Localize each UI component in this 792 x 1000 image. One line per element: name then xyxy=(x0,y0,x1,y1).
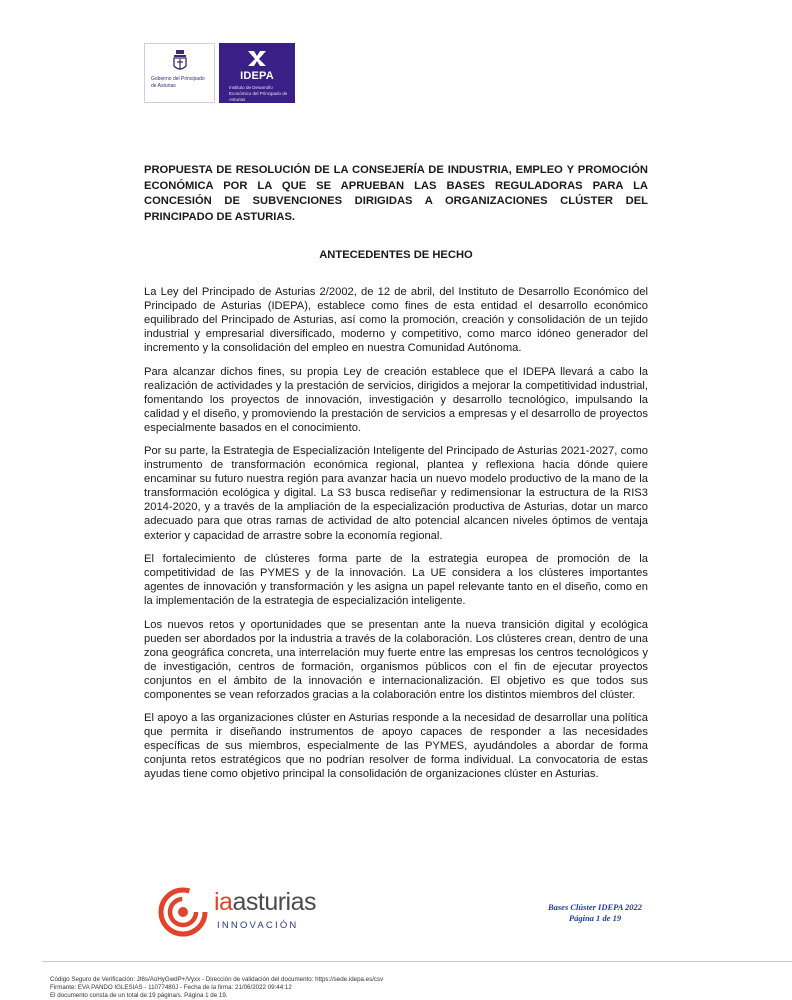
paragraph: Por su parte, la Estrategia de Especialización Inteligente del Principado de Asturias 2021-2027, como instrumento de transformación económica regional, plantea y reflexiona hacia dónde quiere encaminar su futuro nuestra región para avanzar hacia un nuevo modelo productivo de la mano de la transformación ecológica y digital. La S3 busca rediseñar y redimensionar la estructura de la RIS3 2014-2020, y a través de la ampliación de la especialización productiva de Asturias, dotar un marco adecuado para que otras ramas de actividad de alto potencial alcancen niveles óptimos de ventaja exterior y capacidad de arrastre sobre la economía regional. xyxy=(144,445,648,542)
paragraph: El fortalecimiento de clústeres forma parte de la estrategia europea de promoción de la competitividad de las PYMES y de la innovación. La UE considera a los clústeres importantes agentes de innovación y transformación y les asigna un papel relevante tanto en el diseño, como en la implementación de la estrategia de especialización inteligente. xyxy=(144,552,648,608)
verification-line: Código Seguro de Verificación: Jt6s/AoHyGwdP+/Vyxx - Dirección de validación del documento: https://sede.idepa.es/csv xyxy=(50,976,384,983)
body-text xyxy=(144,285,648,791)
idepa-emblem-icon xyxy=(246,48,268,68)
iasturias-wordmark-rest: asturias xyxy=(232,888,317,916)
idepa-logo-subtitle: Instituto de Desarrollo Económico del Principado de Asturias xyxy=(229,85,288,102)
iasturias-wordmark-ia: ia xyxy=(214,888,233,916)
page-number: Página 1 de 19 xyxy=(568,913,622,923)
page-count-line: El documento consta de un total de:19 página/s. Página 1 de 19. xyxy=(50,991,228,999)
section-heading: ANTECEDENTES DE HECHO xyxy=(319,249,473,261)
iasturias-wordmark xyxy=(214,888,316,917)
paragraph: La Ley del Principado de Asturias 2/2002, de 12 de abril, del Instituto de Desarrollo Económico del Principado de Asturias (IDEPA), establece como fines de esta entidad el desarrollo económico equilibrado del Principado de Asturias, así como la promoción, creación y consolidación de un tejido industrial y empresarial diversificado, moderno y competitivo, como marco idóneo generador del incremento y la consolidación del empleo en nuestra Comunidad Autónoma. xyxy=(144,286,648,355)
paragraph: El apoyo a las organizaciones clúster en Asturias responde a la necesidad de desarrollar una política que permita ir diseñando instrumentos de apoyo capaces de responder a las necesidades específicas de sus miembros, especialmente de las PYMES, ayudándoles a abordar de forma conjunta retos estratégicos que no podrían resolver de forma individual. La convocatoria de estas ayudas tiene como objetivo principal la consolidación de organizaciones clúster en Asturias. xyxy=(144,712,648,781)
idepa-logo xyxy=(219,43,295,103)
idepa-logo-word: IDEPA xyxy=(240,70,274,82)
gobierno-asturias-logo xyxy=(144,43,215,103)
paragraph: Para alcanzar dichos fines, su propia Ley de creación establece que el IDEPA llevará a cabo la realización de actividades y la prestación de servicios, dirigidos a mejorar la competitividad industrial, fomentando los proyectos de innovación, investigación y desarrollo tecnológico, impulsando la calidad y el diseño, y promoviendo la prestación de servicios a empresas y el desarrollo de proyectos especialmente basados en el conocimiento. xyxy=(144,365,648,434)
coat-of-arms-icon xyxy=(171,50,189,74)
iasturias-logo xyxy=(157,886,327,938)
signer-line: Firmante: EVA PANDO IGLESIAS - 11077480J - Fecha de la firma: 21/06/2022 09:44:12 xyxy=(50,983,292,991)
iasturias-subtitle: INNOVACIÓN xyxy=(217,920,299,931)
footer-divider xyxy=(42,961,792,962)
document-name: Bases Clúster IDEPA 2022 xyxy=(547,902,643,912)
gobierno-logo-text: Gobierno del Principado de Asturias xyxy=(151,76,205,89)
footer-meta xyxy=(500,902,690,924)
iasturias-swirl-icon xyxy=(157,886,211,938)
paragraph: Los nuevos retos y oportunidades que se presentan ante la nueva transición digital y ecológica pueden ser abordados por la industria a través de la colaboración. Los clústeres crean, dentro de una zona geográfica concreta, una interrelación muy fuerte entre las empresas los centros tecnológicos y de investigación, centros de formación, organismos públicos con el fin de ejecutar proyectos conjuntos en el ámbito de la innovación e internacionalización. El objetivo es que todos sus componentes se vean reforzados gracias a la colaboración entre los distintos miembros del clúster. xyxy=(144,618,648,701)
document-title: PROPUESTA DE RESOLUCIÓN DE LA CONSEJERÍA DE INDUSTRIA, EMPLEO Y PROMOCIÓN ECONÓMICA POR LA QUE SE APRUEBAN LAS BASES REGULADORAS PARA LA CONCESIÓN DE SUBVENCIONES DIRIGIDAS A ORGANIZACIONES CLÚSTER DEL PRINCIPADO DE ASTURIAS. xyxy=(144,164,648,223)
verification-block xyxy=(50,976,750,999)
